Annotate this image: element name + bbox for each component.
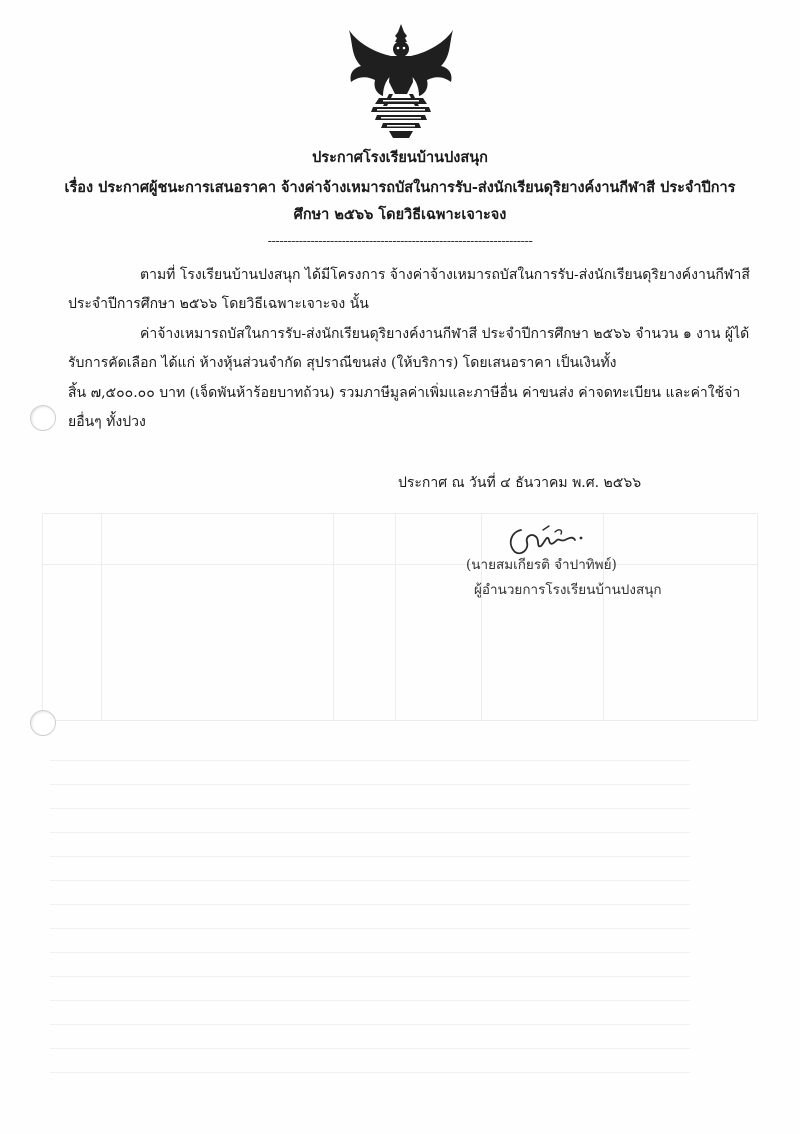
- ghost-text-showthrough: [50, 760, 690, 1096]
- paragraph-2-line-2: รับการคัดเลือก ได้แก่ ห้างหุ้นส่วนจำกัด สุปราณีขนส่ง (ให้บริการ) โดยเสนอราคา เป็นเงินทั้ง: [68, 355, 617, 371]
- garuda-emblem-icon: [343, 22, 459, 140]
- announce-date: ประกาศ ณ วันที่ ๔ ธันวาคม พ.ศ. ๒๕๖๖: [398, 475, 642, 491]
- signer-name: (นายสมเกียรติ จำปาทิพย์): [466, 557, 617, 573]
- paragraph-2-line-1: ค่าจ้างเหมารถบัสในการรับ-ส่งนักเรียนดุริยางค์งานกีฬาสี ประจำปีการศึกษา ๒๕๖๖ จำนวน ๑ งาน ผู้ได้: [140, 326, 750, 342]
- subject-line-1: เรื่อง ประกาศผู้ชนะการเสนอราคา จ้างค่าจ้างเหมารถบัสในการรับ-ส่งนักเรียนดุริยางค์งานกีฬาสี ประจำปีการ: [64, 179, 736, 196]
- paragraph-2-line-3: สิ้น ๗,๕๐๐.๐๐ บาท (เจ็ดพันห้าร้อยบาทถ้วน) รวมภาษีมูลค่าเพิ่มและภาษีอื่น ค่าขนส่ง ค่าจดทะเบียน และค่าใช้จ่า: [68, 385, 741, 401]
- paragraph-1-line-2: ประจำปีการศึกษา ๒๕๖๖ โดยวิธีเฉพาะเจาะจง นั้น: [68, 296, 369, 312]
- paragraph-1-line-1: ตามที่ โรงเรียนบ้านปงสนุก ได้มีโครงการ จ้างค่าจ้างเหมารถบัสในการรับ-ส่งนักเรียนดุริยางค์งานกีฬาสี: [140, 267, 750, 283]
- subject-line-2: ศึกษา ๒๕๖๖ โดยวิธีเฉพาะเจาะจง: [293, 206, 507, 223]
- signature-block: [445, 522, 665, 602]
- punch-hole: [30, 405, 56, 431]
- paragraph-2-line-4: ยอื่นๆ ทั้งปวง: [68, 414, 146, 430]
- divider-line: --------------------------------------------------------------------: [267, 234, 533, 249]
- punch-hole: [30, 710, 56, 736]
- document-title: ประกาศโรงเรียนบ้านปงสนุก: [312, 149, 488, 166]
- signer-position: ผู้อำนวยการโรงเรียนบ้านปงสนุก: [474, 582, 662, 598]
